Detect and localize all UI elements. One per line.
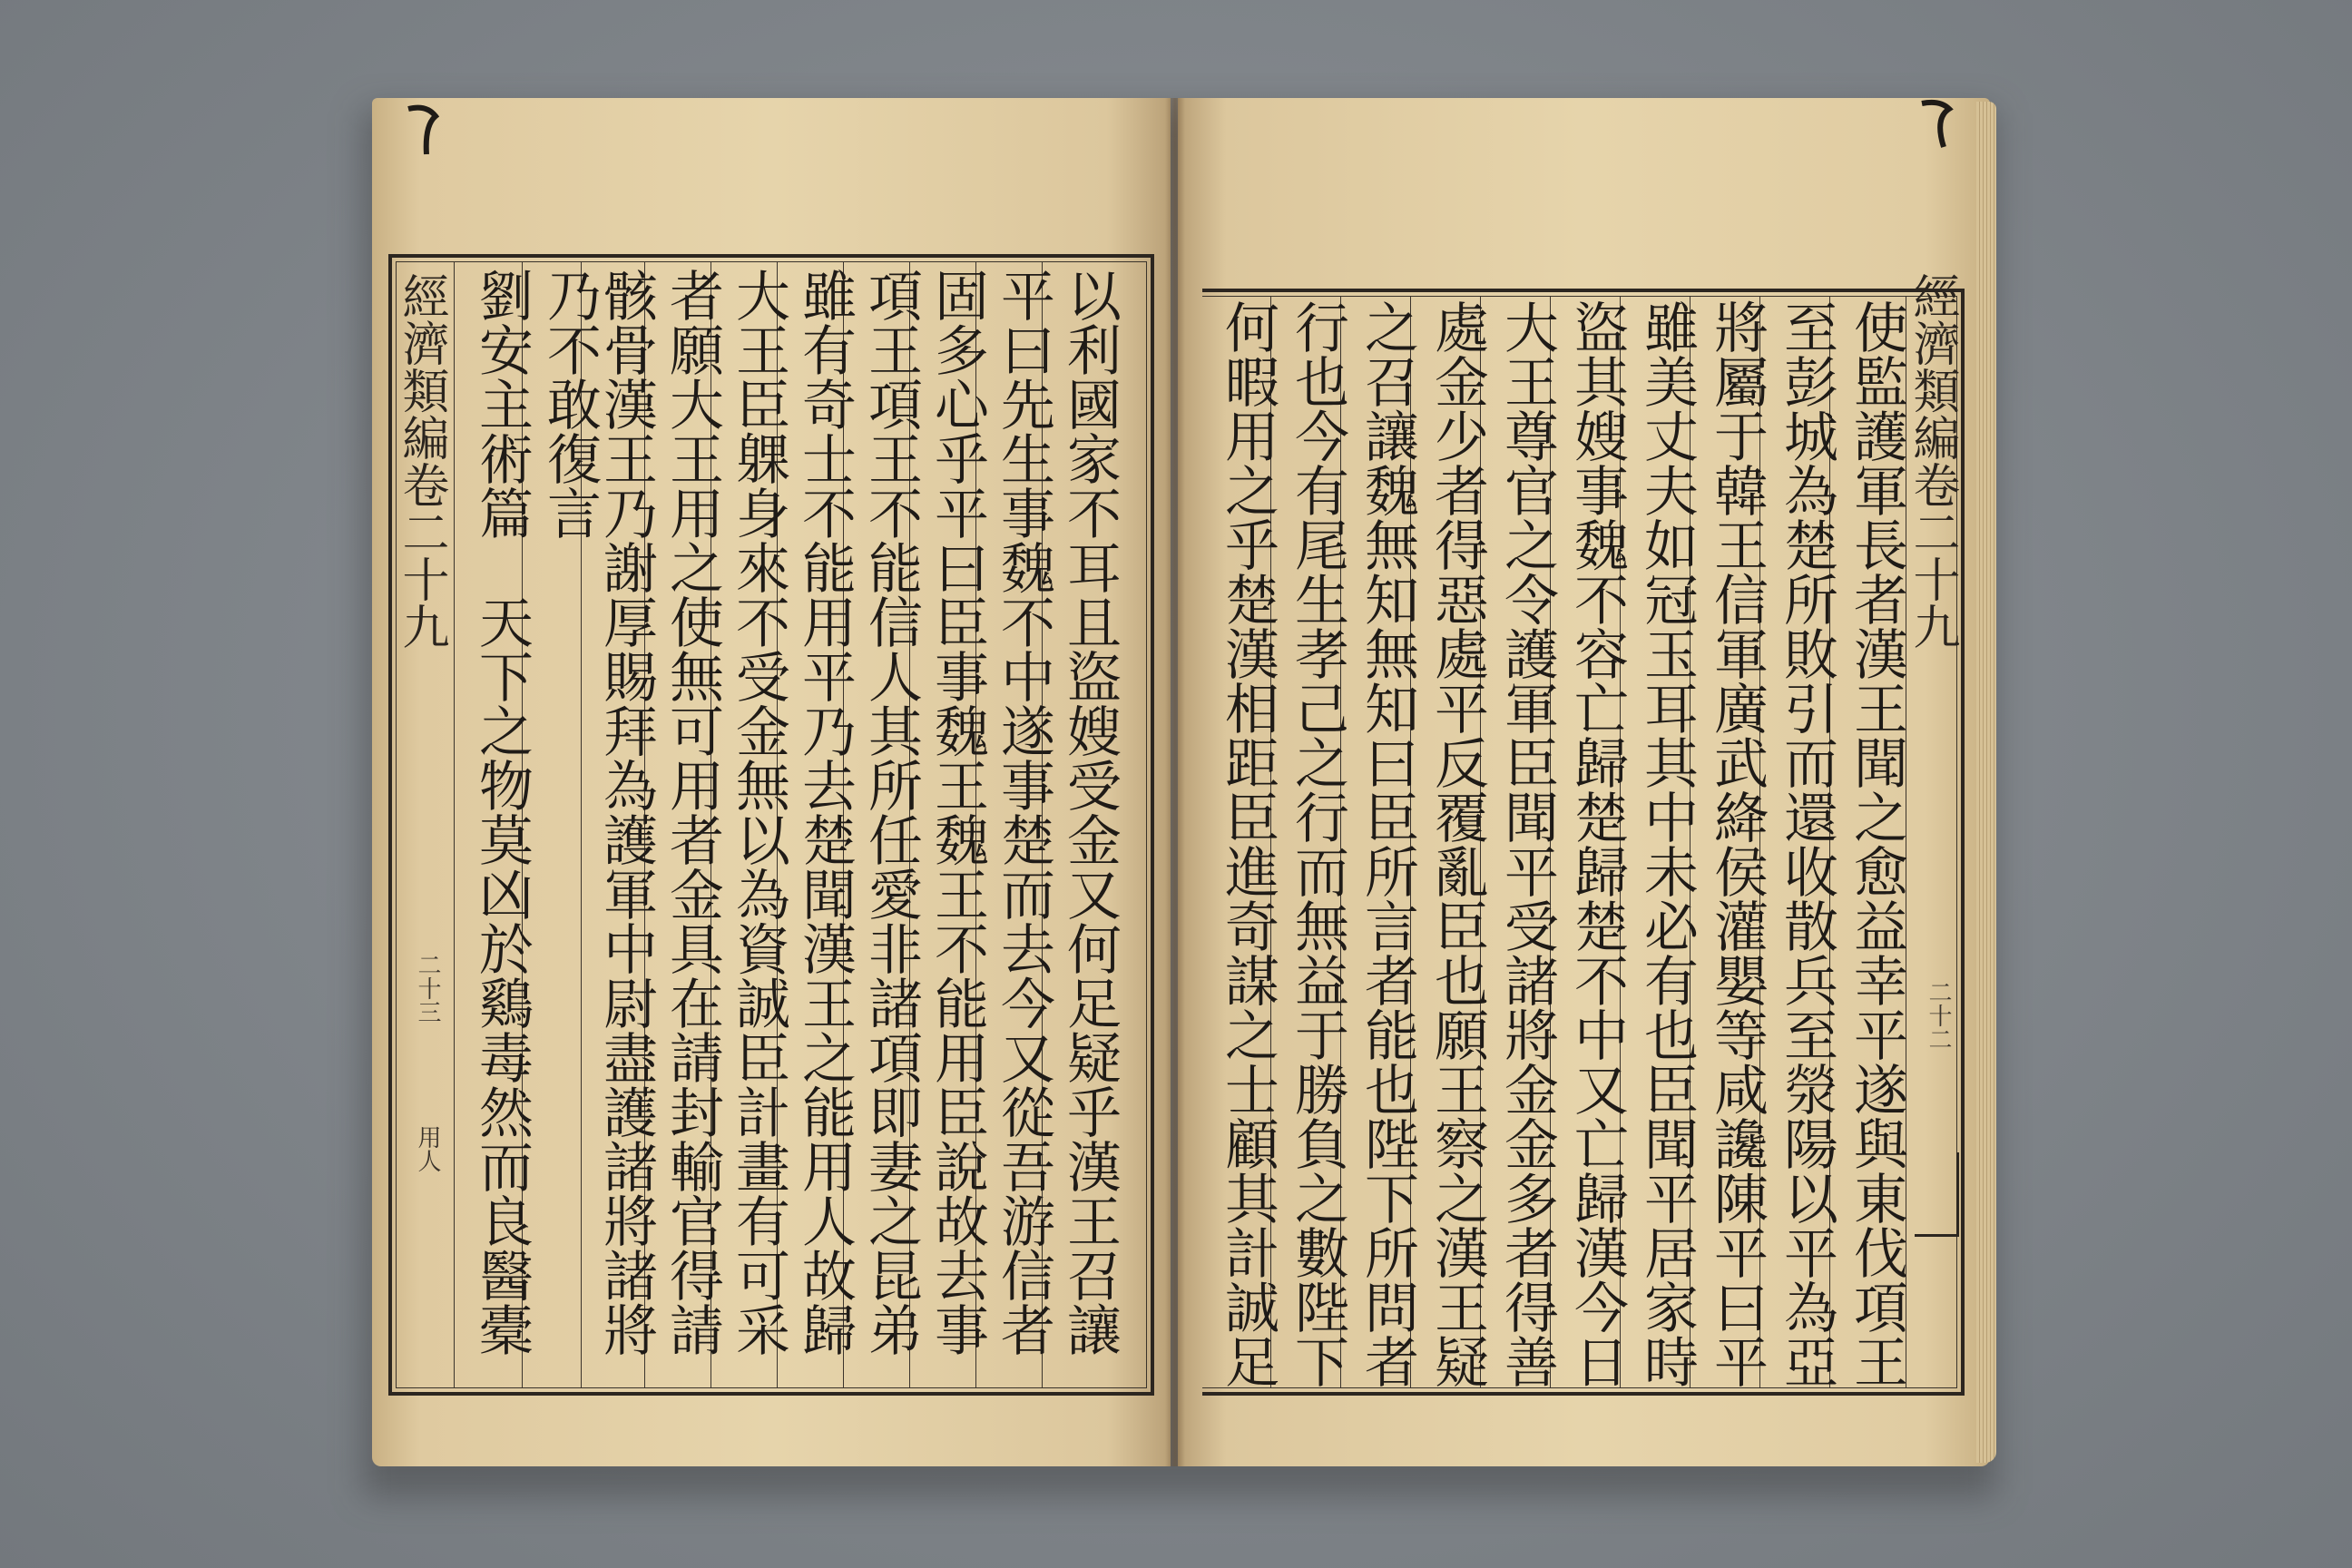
left-column-6: 大王臣躶身來不受金無以為資誠臣計畫有可采: [727, 268, 790, 1357]
right-column-8: 之召讓魏無知無知曰臣所言者能也陛下所問者: [1356, 299, 1419, 1388]
right-margin-page-number: 二十二: [1925, 980, 1952, 1051]
right-column-5: 盜其嫂事魏不容亡歸楚歸楚不中又亡歸漢今日: [1565, 299, 1629, 1388]
corner-mark-left-icon: [399, 100, 454, 172]
left-margin-title: 經濟類編卷二十九: [394, 272, 448, 650]
right-column-2: 至彭城為楚所敗引而還收散兵至滎陽以平為亞: [1775, 299, 1838, 1388]
left-margin-page-number: 二十三: [414, 953, 441, 1024]
corner-mark-right-icon: [1911, 94, 1965, 167]
left-column-1: 以利國家不耳且盜嫂受金又何足疑乎漢王召讓: [1058, 268, 1122, 1357]
left-column-8: 骸骨漢王乃謝厚賜拜為護軍中尉盡護諸將諸將: [594, 268, 658, 1357]
right-column-6: 大王尊官之令護軍臣聞平受諸將金金多者得善: [1495, 299, 1559, 1388]
left-column-2: 平曰先生事魏不中遂事楚而去今又從吾游信者: [992, 268, 1055, 1357]
right-column-7: 處金少者得惡處平反覆亂臣也願王察之漢王疑: [1426, 299, 1489, 1388]
fishtail-block-icon: [1915, 1152, 1959, 1237]
left-column-5: 雖有奇士不能用平乃去楚聞漢王之能用人故歸: [793, 268, 857, 1357]
left-column-3: 固多心乎平曰臣事魏王魏王不能用臣說故去事: [926, 268, 989, 1357]
right-column-10: 何暇用之乎楚漢相距臣進奇謀之士顧其計誠足: [1216, 299, 1279, 1388]
left-column-9: 乃不敢復言: [538, 268, 602, 540]
right-column-1: 使監護軍長者漢王聞之愈益幸平遂與東伐項王: [1845, 299, 1908, 1388]
right-margin-title: 經濟類編卷二十九: [1905, 272, 1959, 650]
page-edge-stack: [1976, 102, 1996, 1463]
left-column-7: 者願大王用之使無可用者金具在請封輸官得請: [661, 268, 724, 1357]
right-column-9: 行也今有尾生孝己之行而無益于勝負之數陛下: [1286, 299, 1349, 1388]
left-column-4: 項王項王不能信人其所任愛非諸項即妻之昆弟: [859, 268, 923, 1357]
left-margin-section: 用人: [414, 1125, 441, 1172]
book-gutter: [1165, 98, 1185, 1466]
right-column-3: 將屬于韓王信軍廣武絳侯灌嬰等咸讒陳平曰平: [1705, 299, 1769, 1388]
right-column-4: 雖美丈夫如冠玉耳其中未必有也臣聞平居家時: [1635, 299, 1699, 1388]
left-column-10: 劉安主術篇 天下之物莫凶於鷄毒然而良醫橐: [470, 268, 534, 1357]
